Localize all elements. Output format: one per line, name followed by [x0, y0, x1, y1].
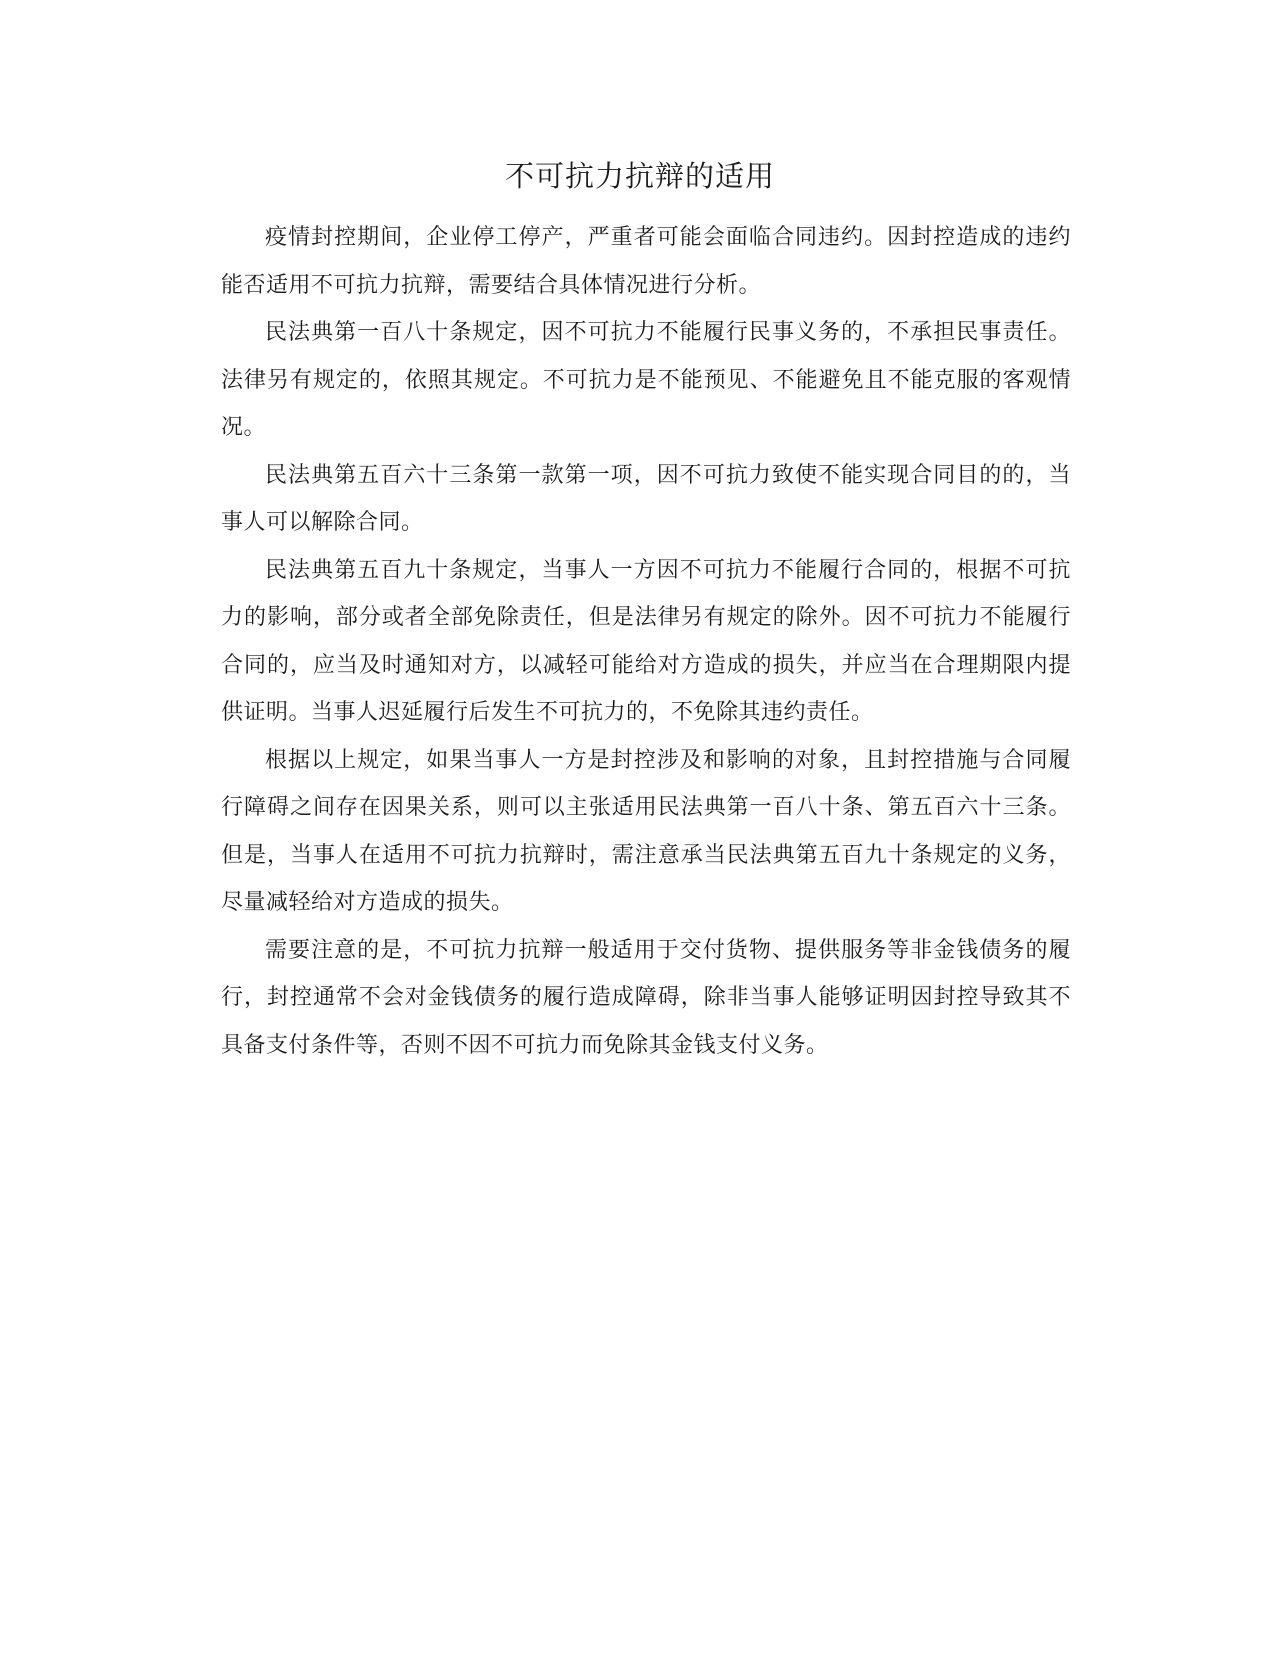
document-body: [221, 214, 1071, 1069]
paragraph-5: 根据以上规定，如果当事人一方是封控涉及和影响的对象，且封控措施与合同履行障碍之间存在因果关系，则可以主张适用民法典第一百八十条、第五百六十三条。但是，当事人在适用不可抗力抗辩时，需注意承当民法典第五百九十条规定的义务，尽量减轻给对方造成的损失。: [221, 747, 1071, 915]
paragraph-3: 民法典第五百六十三条第一款第一项，因不可抗力致使不能实现合同目的的，当事人可以解除合同。: [221, 462, 1071, 535]
paragraph-6: 需要注意的是，不可抗力抗辩一般适用于交付货物、提供服务等非金钱债务的履行，封控通常不会对金钱债务的履行造成障碍，除非当事人能够证明因封控导致其不具备支付条件等，否则不因不可抗力而免除其金钱支付义务。: [221, 937, 1071, 1058]
paragraph-4: 民法典第五百九十条规定，当事人一方因不可抗力不能履行合同的，根据不可抗力的影响，部分或者全部免除责任，但是法律另有规定的除外。因不可抗力不能履行合同的，应当及时通知对方，以减轻可能给对方造成的损失，并应当在合理期限内提供证明。当事人迟延履行后发生不可抗力的，不免除其违约责任。: [221, 557, 1071, 725]
paragraph-2: 民法典第一百八十条规定，因不可抗力不能履行民事义务的，不承担民事责任。法律另有规定的，依照其规定。不可抗力是不能预见、不能避免且不能克服的客观情况。: [221, 320, 1071, 440]
document-title: 不可抗力抗辩的适用: [504, 159, 775, 193]
paragraph-1: 疫情封控期间，企业停工停产，严重者可能会面临合同违约。因封控造成的违约能否适用不可抗力抗辩，需要结合具体情况进行分析。: [221, 225, 1071, 298]
